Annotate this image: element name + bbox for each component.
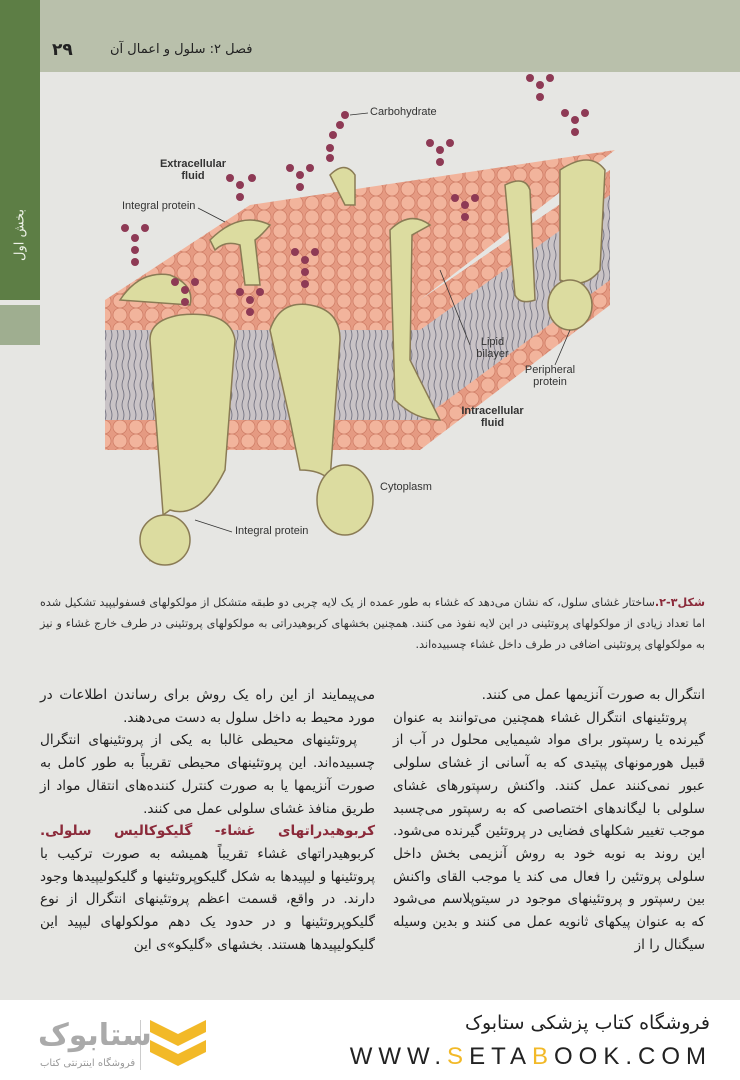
url-part: B	[531, 1043, 554, 1070]
url-part: ETA	[469, 1043, 532, 1070]
brand-logo-tagline: فروشگاه اینترنتی کتاب	[40, 1058, 136, 1069]
paragraph: پروتئینهای انتگرال غشاء همچنین می‌توانند به عنوان گیرنده یا رسپتور برای مواد شیمیایی محلول در آب از قبیل هورمونهای پپتیدی که به آسانی از غشای سلولی عبور نمی‌کنند عمل کنند. واکنش رسپتورهای غشای سلولی با لیگاندهای اختصاصی که به رسپتور می‌چسبد موجب تغییر شکلهای فضایی در پروتئین گیرنده می‌شود. این روند به نوبه خود به روش آنزیمی بخش داخل سلولی پروتئین را فعال می کند یا موجب القای واکنش بین رسپتور و پروتئینهای موجود در سیتوپلاسم می‌شود که به عنوان پیکهای ثانویه عمل می کنند و بدین وسیله سیگنال را از	[393, 709, 705, 953]
brand-chevron-logo-icon	[148, 1018, 208, 1070]
figure-caption	[40, 592, 705, 655]
label-integral-protein-bottom: Integral protein	[235, 525, 309, 537]
label-carbohydrate: Carbohydrate	[370, 106, 437, 118]
store-name: فروشگاه کتاب پزشکی ستابوک	[464, 1012, 710, 1034]
text-column-right	[393, 684, 705, 956]
label-intracellular-fluid: Intracellular fluid	[461, 405, 524, 429]
url-part: WWW.	[349, 1043, 448, 1070]
paragraph: انتگرال به صورت آنزیمها عمل می کنند.	[481, 687, 705, 703]
label-extracellular-fluid: Extracellular fluid	[159, 158, 227, 182]
caption-text: ساختار غشای سلول، که نشان می‌دهد که غشاء به طور عمده از یک لایه چربی دو طبقه متشکل از مولکولهای فسفولیپید تشکیل شده اما تعداد زیادی از مولکولهای پروتئینی در این لایه نفوذ می کنند. همچنین بخشهای کربوهیدراتی به مولکولهای پروتئینی در طرف خارج غشاء و نیز به مولکولهای پروتئینی اضافی در طرف داخل غشاء چسبیده‌اند.	[40, 596, 705, 651]
url-part: S	[447, 1043, 470, 1070]
brand-logo-name: ستابوک	[38, 1018, 152, 1053]
side-tab-label: بخش اول	[12, 208, 28, 262]
label-lipid-bilayer: Lipid bilayer	[476, 336, 509, 360]
figure-number: شکل۳-۲.	[654, 596, 705, 609]
store-url[interactable]	[350, 1043, 712, 1071]
label-integral-protein-top: Integral protein	[122, 200, 196, 212]
paragraph: کربوهیدراتهای غشاء تقریباً همیشه به صورت ترکیب با پروتئینها و لیپیدها به شکل گلیکوپروتئینها و گلیکولیپیدها وجود دارند. در واقع، قسمت اعظم پروتئینهای انتگرال از نوع گلیکوپروتئینها و در حدود یک دهم مولکولهای لیپید این گلیکولیپیدها هستند. بخشهای «گلیکو»ی این	[40, 845, 375, 953]
text-column-left	[40, 684, 375, 956]
section-heading: کربوهیدراتهای غشاء- گلیکوکالیس سلولی.	[40, 823, 375, 840]
paragraph: می‌پیمایند از این راه یک روش برای رساندن اطلاعات در مورد محیط به داخل سلول به دست می‌دهند.	[40, 687, 375, 726]
url-part: OOK.COM	[553, 1043, 712, 1070]
chapter-title: فصل ۲: سلول و اعمال آن	[110, 42, 253, 57]
paragraph: پروتئینهای محیطی غالبا به یکی از پروتئینهای انتگرال چسبیده‌اند. این پروتئینهای محیطی تقریباً به طور کامل به صورت آنزیمها یا به صورت کنترل کننده‌های انتقال مواد از طریق منافذ غشای سلولی عمل می کنند.	[40, 732, 375, 817]
label-peripheral-protein: Peripheral protein	[524, 364, 576, 388]
page-number: ۲۹	[52, 40, 73, 60]
label-cytoplasm: Cytoplasm	[380, 481, 432, 493]
